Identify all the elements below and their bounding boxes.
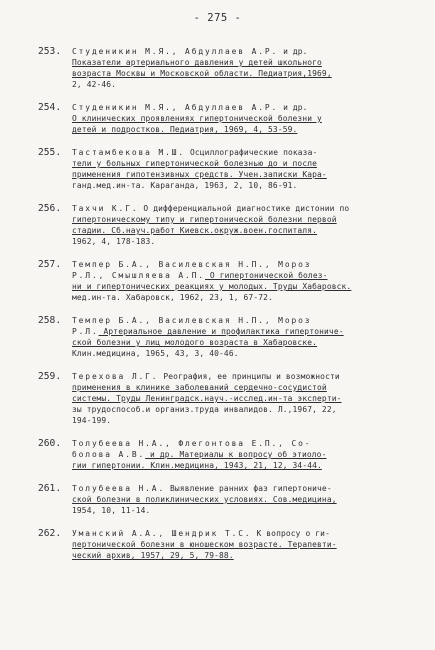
entry-line xyxy=(72,158,420,169)
entry-line xyxy=(72,236,420,247)
entry-text xyxy=(72,483,420,516)
entry-text xyxy=(72,102,420,135)
entry-number: 254. xyxy=(38,102,62,113)
entry-line-text: Выявление ранних фаз гипертониче- xyxy=(165,484,332,493)
entry-line xyxy=(72,315,420,326)
entry-line-text: 1962, 4, 178-183. xyxy=(72,237,156,246)
entry-line-text: и др. xyxy=(278,103,308,112)
entry-authors: Терехова Л.Г. xyxy=(72,372,159,381)
entry-line xyxy=(72,415,420,426)
entry-line-text: ни и гипертонических реакциях у молодых. Труды Хабаровск. xyxy=(72,282,352,291)
entry-text xyxy=(72,438,420,471)
entry-line-text: ской болезни в поликлинических условиях. Сов.медицина, xyxy=(72,495,337,504)
entry-line xyxy=(72,102,420,113)
entry-line-text: ской болезни у лиц молодого возраста в Хабаровске. xyxy=(72,338,318,347)
entry-authors: Тахчи К.Г. xyxy=(72,204,139,213)
entry-line xyxy=(72,292,420,303)
entry-authors: болова А.В. xyxy=(72,450,146,459)
entry-line-text: Толубеева Н.А., Флегонтова Е.П., Со- xyxy=(72,439,312,448)
entry-line xyxy=(72,214,420,225)
entry-line-text: Клин.медицина, 1965, 43, 3, 40-46. xyxy=(72,349,239,358)
entry-line xyxy=(72,494,420,505)
entry-line xyxy=(72,225,420,236)
entry-text xyxy=(72,46,420,90)
bibliography-entry xyxy=(38,528,420,561)
entry-line xyxy=(72,528,420,539)
bibliography-entry xyxy=(38,438,420,471)
entry-line xyxy=(72,326,420,337)
entry-line xyxy=(72,259,420,270)
entry-line xyxy=(72,57,420,68)
entry-line-text: и др. Материалы к вопросу об этиоло- xyxy=(145,450,327,459)
entry-number: 260. xyxy=(38,438,62,449)
entry-line xyxy=(72,337,420,348)
entry-line-text: стадии. Сб.науч.работ Киевск.окруж.воен.госпиталя. xyxy=(72,226,318,235)
entry-line-text: мед.ин-та. Хабаровск, 1962, 23, 1, 67-72. xyxy=(72,293,273,302)
entry-line-text: К вопросу о ги- xyxy=(251,529,330,538)
entry-line-text: и др. xyxy=(278,47,308,56)
entry-line xyxy=(72,483,420,494)
entry-text xyxy=(72,528,420,561)
entry-line xyxy=(72,270,420,281)
entry-line-text: пертонической болезни в юношеском возрасте. Терапевти- xyxy=(72,540,337,549)
bibliography-entry xyxy=(38,102,420,135)
entry-line-text: гии гипертонии. Клин.медицина, 1943, 21, 12, 34-44. xyxy=(72,461,322,470)
entry-line-text: возраста Москвы и Московской области. Педиатрия,1969, xyxy=(72,69,332,78)
entry-number: 255. xyxy=(38,147,62,158)
entry-authors: Толубеева Н.А. xyxy=(72,484,166,493)
entry-text xyxy=(72,259,420,303)
entry-line xyxy=(72,539,420,550)
entry-number: 253. xyxy=(38,46,62,57)
bibliography-entry xyxy=(38,259,420,303)
entry-line-text: применения гипотензивных средств. Учен.записки Кара- xyxy=(72,170,327,179)
entry-authors: Р.Л., Смышляева А.П. xyxy=(72,271,206,280)
entry-line xyxy=(72,169,420,180)
entry-line-text: системы. Труды Ленинградск.науч.-исслед.ин-та эксперти- xyxy=(72,394,342,403)
entry-line-text: О гипертонической болез- xyxy=(205,271,328,280)
entry-text xyxy=(72,147,420,191)
entry-line-text: О клинических проявлениях гипертонической болезни у xyxy=(72,114,322,123)
entry-authors: Студеникин М.Я., Абдуллаев А.Р. xyxy=(72,103,279,112)
entry-line xyxy=(72,449,420,460)
entry-authors: Студеникин М.Я., Абдуллаев А.Р. xyxy=(72,47,279,56)
entry-number: 256. xyxy=(38,203,62,214)
entry-line-text: Темпер Б.А., Василевская Н.П., Мороз xyxy=(72,316,312,325)
entry-line-text: О дифференциальной диагностике дистонии по xyxy=(138,204,350,213)
entry-line-text: тели у больных гипертонической болезнью до и после xyxy=(72,159,318,168)
entry-line xyxy=(72,113,420,124)
entry-number: 257. xyxy=(38,259,62,270)
bibliography-entry xyxy=(38,203,420,247)
entry-line xyxy=(72,348,420,359)
entry-line xyxy=(72,68,420,79)
bibliography-list xyxy=(38,46,420,573)
entry-text xyxy=(72,203,420,247)
entry-line-text: гипертоническому типу и гипертонической болезни первой xyxy=(72,215,337,224)
entry-line xyxy=(72,382,420,393)
bibliography-entry xyxy=(38,371,420,426)
entry-line xyxy=(72,505,420,516)
entry-line xyxy=(72,147,420,158)
bibliography-entry xyxy=(38,147,420,191)
entry-line xyxy=(72,438,420,449)
entry-number: 262. xyxy=(38,528,62,539)
entry-line-text: ческий архив, 1957, 29, 5, 79-88. xyxy=(72,551,234,560)
bibliography-entry xyxy=(38,315,420,359)
entry-authors: Уманский А.А., Шендрик Т.С. xyxy=(72,529,252,538)
entry-number: 259. xyxy=(38,371,62,382)
entry-line xyxy=(72,550,420,561)
entry-line xyxy=(72,281,420,292)
bibliography-entry xyxy=(38,483,420,516)
entry-authors: Тастамбекова М.Ш. xyxy=(72,148,186,157)
page-number: - 275 - xyxy=(193,12,242,24)
entry-line-text: Темпер Б.А., Василевская Н.П., Мороз xyxy=(72,260,312,269)
entry-number: 258. xyxy=(38,315,62,326)
entry-line-text: ганд.мед.ин-та. Караганда, 1963, 2, 10, 86-91. xyxy=(72,181,298,190)
entry-line xyxy=(72,203,420,214)
entry-line xyxy=(72,460,420,471)
bibliography-entry xyxy=(38,46,420,90)
entry-line-text: применения в клинике заболеваний сердечно-сосудистой xyxy=(72,383,327,392)
entry-line-text: Показатели артериального давления у детей школьного xyxy=(72,58,322,67)
entry-line-text: 1954, 10, 11-14. xyxy=(72,506,151,515)
entry-line-text: детей и подростков. Педиатрия, 1969, 4, 53-59. xyxy=(72,125,298,134)
entry-line xyxy=(72,180,420,191)
entry-text xyxy=(72,315,420,359)
entry-line xyxy=(72,46,420,57)
entry-text xyxy=(72,371,420,426)
entry-line-text: Артериальное давление и профилактика гипертониче- xyxy=(98,327,344,336)
entry-line-text: 194-199. xyxy=(72,416,112,425)
entry-line-text: зы трудоспособ.и организ.труда инвалидов. Л.,1967, 22, xyxy=(72,405,337,414)
entry-number: 261. xyxy=(38,483,62,494)
entry-line xyxy=(72,371,420,382)
entry-line xyxy=(72,404,420,415)
entry-authors: Р.Л. xyxy=(72,327,99,336)
entry-line xyxy=(72,124,420,135)
entry-line-text: Реография, ее принципы и возможности xyxy=(158,372,340,381)
entry-line xyxy=(72,79,420,90)
entry-line xyxy=(72,393,420,404)
entry-line-text: 2, 42-46. xyxy=(72,80,117,89)
entry-line-text: Осциллографические показа- xyxy=(185,148,318,157)
